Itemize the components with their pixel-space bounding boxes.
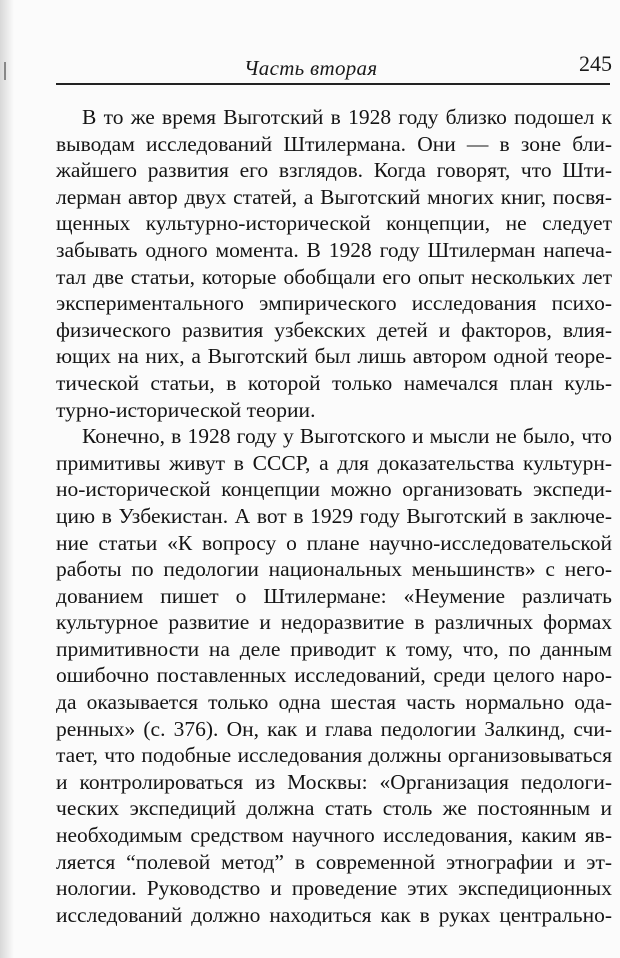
text-line: Конечно, в 1928 году у Выготского и мысли не было, что <box>82 424 612 449</box>
text-line: ляется “полевой метод” в современной этнографии и эт- <box>56 849 612 874</box>
running-title: Часть вторая <box>244 56 378 80</box>
text-line: дованием пишет о Штилермане: «Неумение различать <box>56 583 612 608</box>
text-line: нологии. Руководство и проведение этих экспедиционных <box>56 876 612 901</box>
text-line: необходимым средством научного исследования, каким яв- <box>56 823 612 848</box>
text-line: тической статьи, в которой только намечался план куль- <box>56 370 612 395</box>
text-line: цию в Узбекистан. А вот в 1929 году Выготский в заключе- <box>56 503 612 528</box>
text-line: ренных» (с. 376). Он, как и глава педологии Залкинд, счи- <box>56 716 612 741</box>
body-text <box>56 104 612 928</box>
text-line: экспериментального эмпирического исследования психо- <box>56 291 612 316</box>
text-line: выводам исследований Штилермана. Они — в зоне бли- <box>56 131 612 156</box>
text-line: примитивы живут в СССР, а для доказательства культурн- <box>56 450 612 475</box>
page-number: 245 <box>579 51 612 76</box>
text-line: ние статьи «К вопросу о плане научно-исследовательской <box>56 530 612 555</box>
text-line: физического развития узбекских детей и факторов, влия- <box>56 317 612 342</box>
text-line: забывать одного момента. В 1928 году Штилерман напеча- <box>56 237 612 262</box>
paragraph <box>56 423 612 928</box>
paragraph <box>56 104 612 423</box>
text-line: ющих на них, а Выготский был лишь автором одной теоре- <box>56 344 612 369</box>
text-line: примитивности на деле приводит к тому, что, по данным <box>56 636 612 661</box>
gutter-mark <box>4 62 6 80</box>
text-line: работы по педологии национальных меньшинств» с него- <box>56 557 612 582</box>
text-line: ческих экспедиций должна стать столь же постоянным и <box>56 796 612 821</box>
text-line: но-исторической концепции можно организовать экспеди- <box>56 477 612 502</box>
header-rule <box>56 83 610 85</box>
text-line: ошибочно поставленных исследований, среди целого наро- <box>56 663 612 688</box>
text-line: щенных культурно-исторической концепции, не следует <box>56 211 612 236</box>
text-line: тает, что подобные исследования должны организовываться <box>56 743 612 768</box>
page-gutter <box>0 0 14 958</box>
text-line: и контролироваться из Москвы: «Организация педологи- <box>56 769 612 794</box>
text-line: жайшего развития его взглядов. Когда говорят, что Шти- <box>56 158 612 183</box>
text-line: да оказывается только одна шестая часть нормально ода- <box>56 690 612 715</box>
text-line: исследований должно находиться как в руках центрально- <box>56 902 612 927</box>
text-line: тал две статьи, которые обобщали его опыт нескольких лет <box>56 264 612 289</box>
text-line: В то же время Выготский в 1928 году близко подошел к <box>82 105 612 129</box>
text-line: культурное развитие и недоразвитие в различных формах <box>56 610 612 635</box>
text-line: турно-исторической теории. <box>56 397 316 422</box>
text-line: лерман автор двух статей, а Выготский многих книг, посвя- <box>56 184 612 209</box>
running-head <box>56 48 612 82</box>
